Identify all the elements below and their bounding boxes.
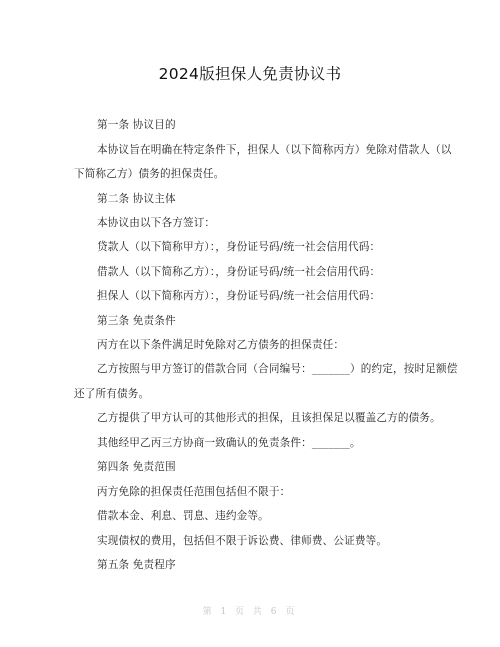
paragraph-line: 其他经甲乙丙三方协商一致确认的免责条件：_______。: [97, 437, 361, 449]
paragraph-line: 丙方免除的担保责任范围包括但不限于：: [97, 486, 291, 498]
paragraph-line: 借款本金、利息、罚息、违约金等。: [97, 510, 269, 522]
party-guarantor-line: 担保人（以下简称丙方）：，身份证号码/统一社会信用代码：: [97, 290, 381, 302]
party-borrower-line: 借款人（以下简称乙方）：，身份证号码/统一社会信用代码：: [97, 266, 381, 278]
paragraph-line: 本协议由以下各方签订：: [97, 217, 216, 229]
article-4-heading: 第四条 免责范围: [97, 461, 176, 473]
paragraph-line: 乙方按照与甲方签订的借款合同（合同编号：_______）的约定，按时足额偿: [97, 363, 458, 375]
paragraph-line: 实现债权的费用，包括但不限于诉讼费、律师费、公证费等。: [97, 535, 388, 547]
paragraph-line: 丙方在以下条件满足时免除对乙方债务的担保责任：: [97, 339, 345, 351]
paragraph-line: 乙方提供了甲方认可的其他形式的担保，且该担保足以覆盖乙方的债务。: [97, 412, 441, 424]
page-number-footer: 第 1 页 共 6 页: [202, 607, 298, 617]
article-2-heading: 第二条 协议主体: [97, 193, 176, 205]
paragraph-line: 还了所有债务。: [74, 388, 150, 400]
document-title: 2024版担保人免责协议书: [158, 65, 342, 83]
party-lender-line: 贷款人（以下简称甲方）：，身份证号码/统一社会信用代码：: [97, 241, 381, 253]
article-1-heading: 第一条 协议目的: [97, 119, 176, 131]
article-5-heading: 第五条 免责程序: [97, 559, 176, 571]
article-3-heading: 第三条 免责条件: [97, 315, 176, 327]
paragraph-line: 本协议旨在明确在特定条件下，担保人（以下简称丙方）免除对借款人（以: [97, 144, 452, 156]
paragraph-line: 下简称乙方）债务的担保责任。: [74, 168, 225, 180]
